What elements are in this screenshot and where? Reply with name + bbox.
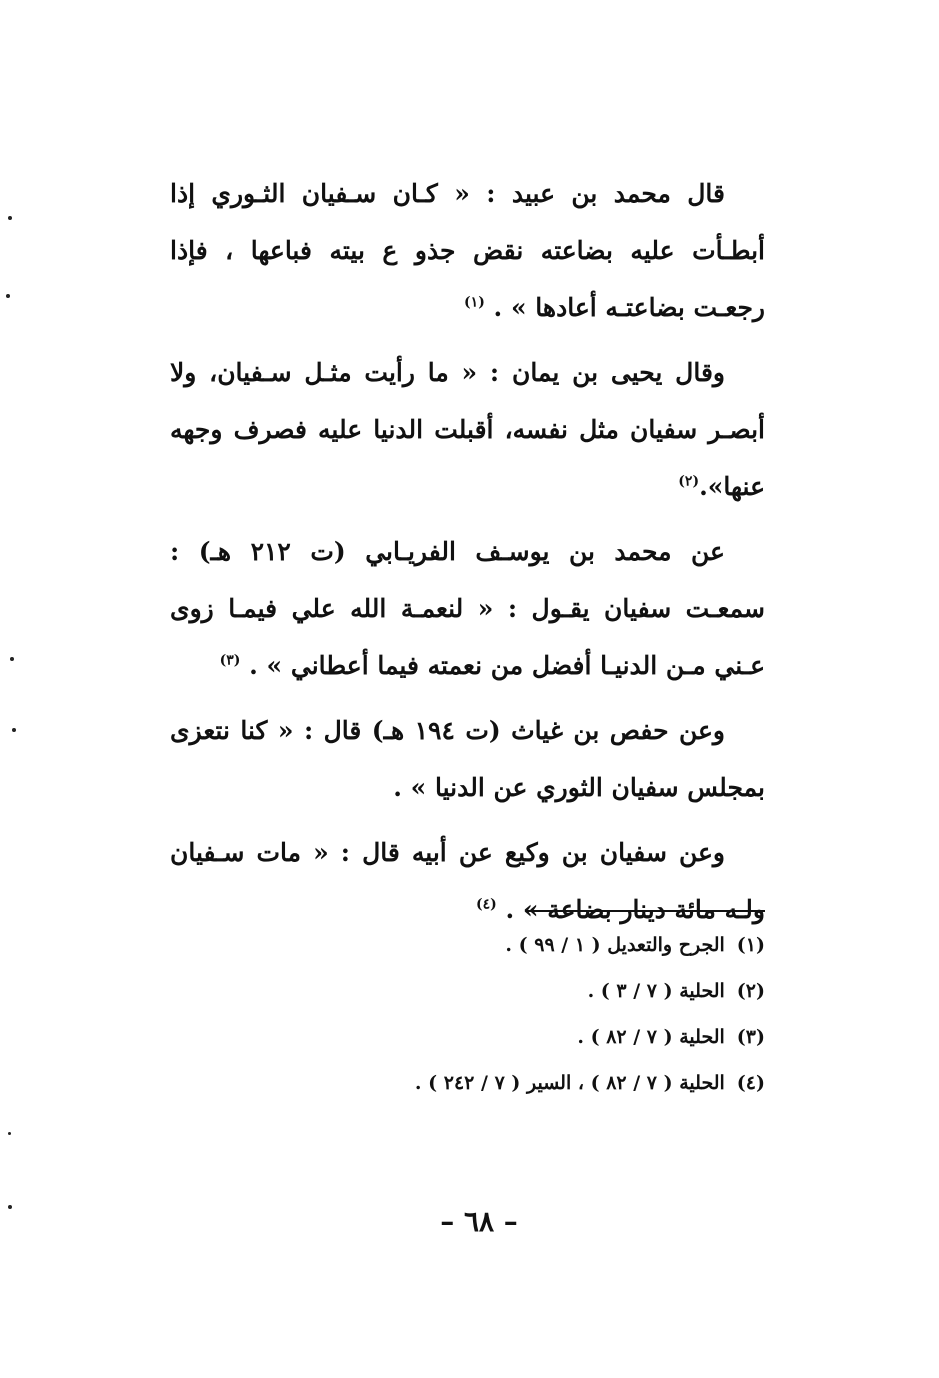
footnote-divider [527,910,765,912]
footnote-number: (٢) [736,980,765,1002]
paragraph-5 [170,824,765,938]
paragraph-text: وعن حفص بن غياث (ت ١٩٤ هـ) قال : « كنا نتعزى بمجلس سفيان الثوري عن الدنيا » . [170,716,765,802]
paragraph-1 [170,165,765,336]
page-number: – ٦٨ – [440,1205,518,1238]
paragraph-text: وقال يحيى بن يمان : « ما رأيت مثـل سـفيان، ولا أبصـر سفيان مثل نفسه، أقبلت الدنيا عليه فصرف وجهه عنها». [170,358,765,501]
footnote-text: الجرح والتعديل ( ١ / ٩٩ ) . [505,934,725,956]
footnotes [300,922,765,1106]
footnote-2 [300,968,765,1014]
footnote-ref-1: (١) [464,294,485,311]
scan-speck [6,294,10,298]
footnote-text: الحلية ( ٧ / ٨٢ ) . [577,1026,725,1048]
footnote-3 [300,1014,765,1060]
scan-speck [8,1132,11,1135]
footnote-number: (٤) [736,1072,765,1094]
footnote-ref-3: (٣) [219,652,241,669]
footnote-number: (٣) [736,1026,765,1048]
paragraph-3 [170,523,765,694]
paragraph-2 [170,344,765,515]
footnote-text: الحلية ( ٧ / ٨٢ ) ، السير ( ٧ / ٢٤٢ ) . [414,1072,725,1094]
paragraph-text: عن محمد بن يوسـف الفريـابي (ت ٢١٢ هـ) : سمعـت سفيان يقـول : « لنعمـة الله علي فيمـا زوى عـني مـن الدنيـا أفضل من نعمته فيما أعطاني » . [170,537,765,680]
scan-speck [10,657,14,661]
footnote-ref-2: (٢) [678,473,700,490]
footnote-number: (١) [736,934,765,956]
main-text [170,165,765,946]
scan-speck [8,1205,12,1209]
footnote-4 [300,1060,765,1106]
scan-speck [8,216,12,220]
paragraph-text: وعن سفيان بن وكيع عن أبيه قال : « مات سـفيان ولـه مائة دينار بضاعة » . [170,838,765,924]
footnote-text: الحلية ( ٧ / ٣ ) . [587,980,725,1002]
paragraph-text: قال محمد بن عبيد : « كـان سـفيان الثـوري إذا أبطـأت عليه بضاعته نقض جذو ع بيته فباعها ، فإذا رجعـت بضاعتـه أعادها » . [170,179,765,322]
paragraph-4 [170,702,765,816]
footnote-ref-4: (٤) [475,896,497,913]
footnote-1 [300,922,765,968]
scan-speck [12,728,16,732]
